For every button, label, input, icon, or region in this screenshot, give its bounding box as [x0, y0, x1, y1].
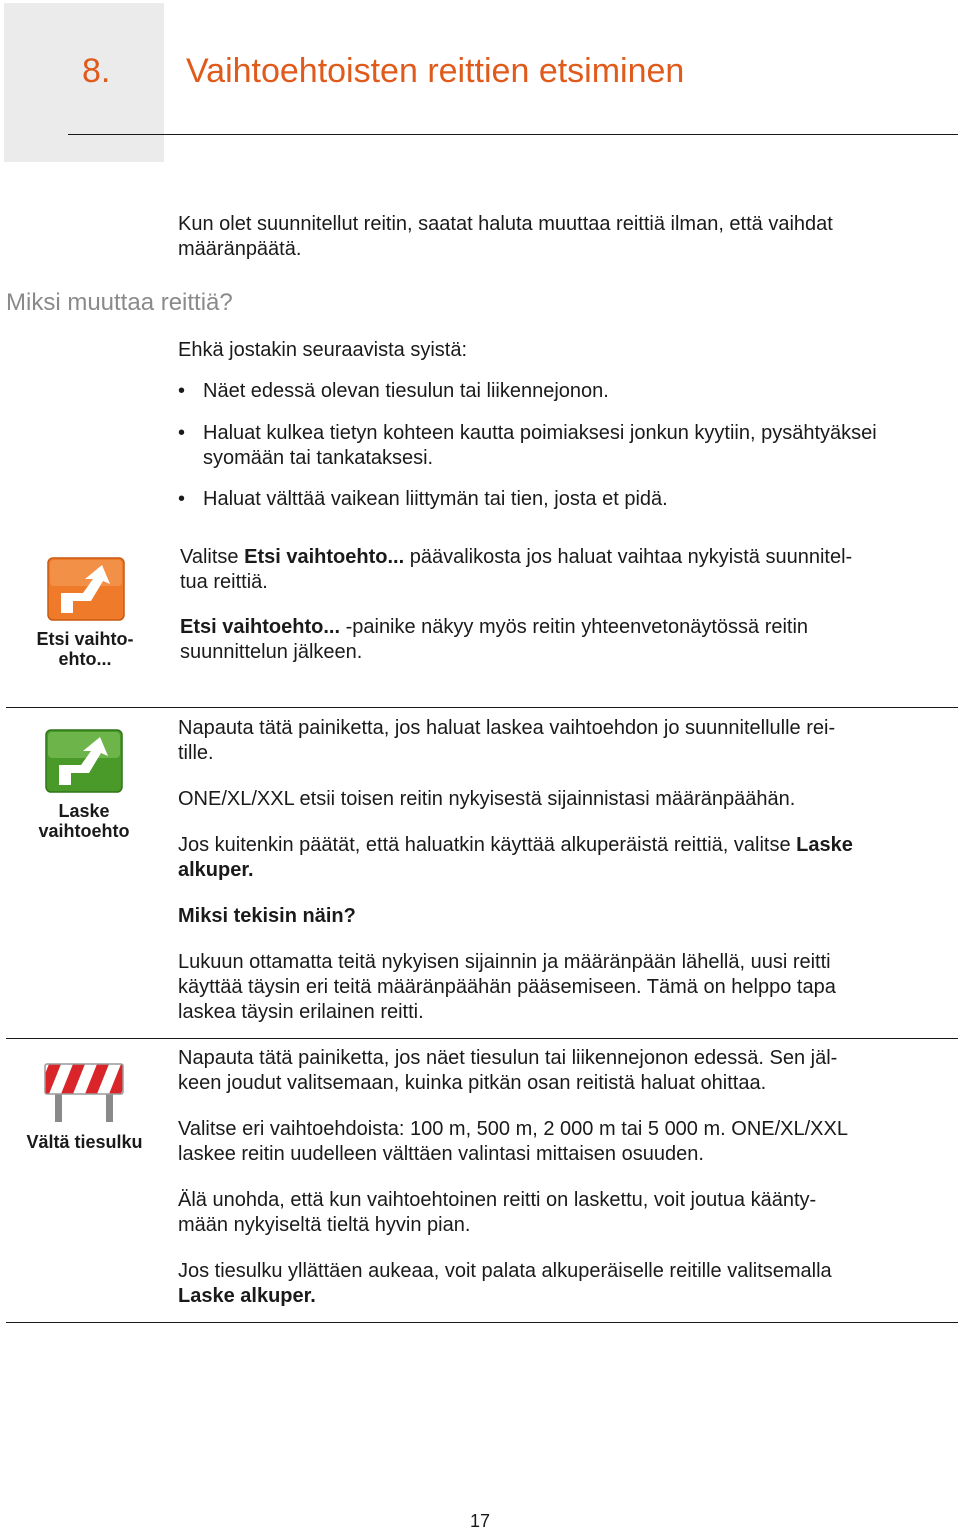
roadblock-text-1b: keen joudut valitsemaan, kuinka pitkän osan reitistä haluat ohittaa. — [178, 1072, 767, 1094]
find-alternative-text-2 — [180, 615, 808, 640]
chapter-number: 8. — [82, 52, 111, 90]
section-divider — [6, 1038, 958, 1039]
section-divider — [6, 707, 958, 708]
avoid-roadblock-label: Vältä tiesulku — [26, 1132, 143, 1152]
calculate-text-1: Napauta tätä painiketta, jos haluat laskea vaihtoehdon jo suunnitellulle rei- — [178, 717, 836, 739]
bullet-text: Haluat kulkea tietyn kohteen kautta poimiaksesi jonkun kyytiin, pysähtyäksei — [203, 422, 877, 444]
bullet-marker: • — [178, 488, 186, 510]
roadblock-text-2: Valitse eri vaihtoehdoista: 100 m, 500 m, 2 000 m tai 5 000 m. ONE/XL/XXL — [178, 1118, 848, 1140]
bold-text: Etsi vaihtoehto... — [244, 546, 405, 568]
orange-route-arrow-icon — [47, 557, 125, 621]
intro-line-1: Kun olet suunnitellut reitin, saatat haluta muuttaa reittiä ilman, että vaihdat — [178, 213, 833, 235]
bold-text: Laske — [796, 834, 853, 856]
calculate-alternative-label — [20, 801, 148, 841]
calculate-text-4b: käyttää täysin eri teitä määränpäähän pääsemiseen. Tämä on helppo tapa — [178, 976, 836, 998]
roadblock-text-4: Jos tiesulku yllättäen aukeaa, voit palata alkuperäiselle reitille valitsemalla — [178, 1260, 832, 1282]
bullet-marker: • — [178, 380, 186, 402]
calculate-text-3b — [178, 858, 254, 883]
page-number: 17 — [469, 1511, 491, 1531]
green-route-arrow-icon — [45, 729, 123, 793]
label-line: vaihtoehto — [38, 821, 130, 841]
text: Valitse — [180, 546, 245, 568]
roadblock-text-3b: mään nykyiseltä tieltä hyvin pian. — [178, 1214, 471, 1236]
calculate-text-4: Lukuun ottamatta teitä nykyisen sijainnin ja määränpään lähellä, uusi reitti — [178, 951, 831, 973]
roadblock-text-1: Napauta tätä painiketta, jos näet tiesulun tai liikennejonon edessä. Sen jäl- — [178, 1047, 838, 1069]
calculate-text-4c: laskea täysin erilainen reitti. — [178, 1001, 424, 1023]
why-lead: Ehkä jostakin seuraavista syistä: — [178, 339, 468, 361]
text: Jos kuitenkin päätät, että haluatkin käyttää alkuperäistä reittiä, valitse — [178, 834, 797, 856]
label-line: ehto... — [58, 649, 112, 669]
calculate-text-2: ONE/XL/XXL etsii toisen reitin nykyisestä sijainnistasi määränpäähän. — [178, 788, 796, 810]
calculate-alternative-button[interactable] — [45, 729, 123, 793]
bold-text: alkuper. — [178, 859, 254, 881]
why-heading — [178, 904, 356, 929]
section-divider — [6, 1322, 958, 1323]
find-alternative-text-1 — [180, 545, 852, 570]
intro-line-2: määränpäätä. — [178, 238, 302, 260]
roadblock-text-2b: laskee reitin uudelleen välttäen valintasi mittaisen osuuden. — [178, 1143, 704, 1165]
label-line: Laske — [58, 801, 110, 821]
bold-text: Etsi vaihtoehto... — [180, 616, 341, 638]
bullet-text: Näet edessä olevan tiesulun tai liikennejonon. — [203, 380, 609, 402]
title-divider — [68, 134, 958, 135]
bullet-text: syomään tai tankataksesi. — [203, 447, 434, 469]
section-heading: Miksi muuttaa reittiä? — [6, 289, 233, 316]
find-alternative-text-2b: suunnittelun jälkeen. — [180, 641, 363, 663]
roadblock-text-3: Älä unohda, että kun vaihtoehtoinen reitti on laskettu, voit joutua käänty- — [178, 1189, 817, 1211]
avoid-roadblock-button[interactable] — [43, 1060, 125, 1124]
text: -painike näkyy myös reitin yhteenvetonäytössä reitin — [340, 616, 809, 638]
text: päävalikosta jos haluat vaihtaa nykyistä suunnitel- — [404, 546, 853, 568]
find-alternative-label — [20, 629, 150, 669]
label-line: Etsi vaihto- — [36, 629, 134, 649]
bold-text: Laske alkuper. — [178, 1285, 316, 1307]
bullet-marker: • — [178, 422, 186, 444]
roadblock-text-4b — [178, 1284, 316, 1309]
calculate-text-1b: tille. — [178, 742, 214, 764]
find-alternative-button[interactable] — [47, 557, 125, 621]
chapter-title: Vaihtoehtoisten reittien etsiminen — [186, 52, 685, 90]
find-alternative-text-1b: tua reittiä. — [180, 571, 268, 593]
calculate-text-3 — [178, 833, 853, 858]
roadblock-barrier-icon — [43, 1060, 125, 1124]
bullet-text: Haluat välttää vaikean liittymän tai tien, josta et pidä. — [203, 488, 668, 510]
bold-text: Miksi tekisin näin? — [178, 905, 356, 927]
